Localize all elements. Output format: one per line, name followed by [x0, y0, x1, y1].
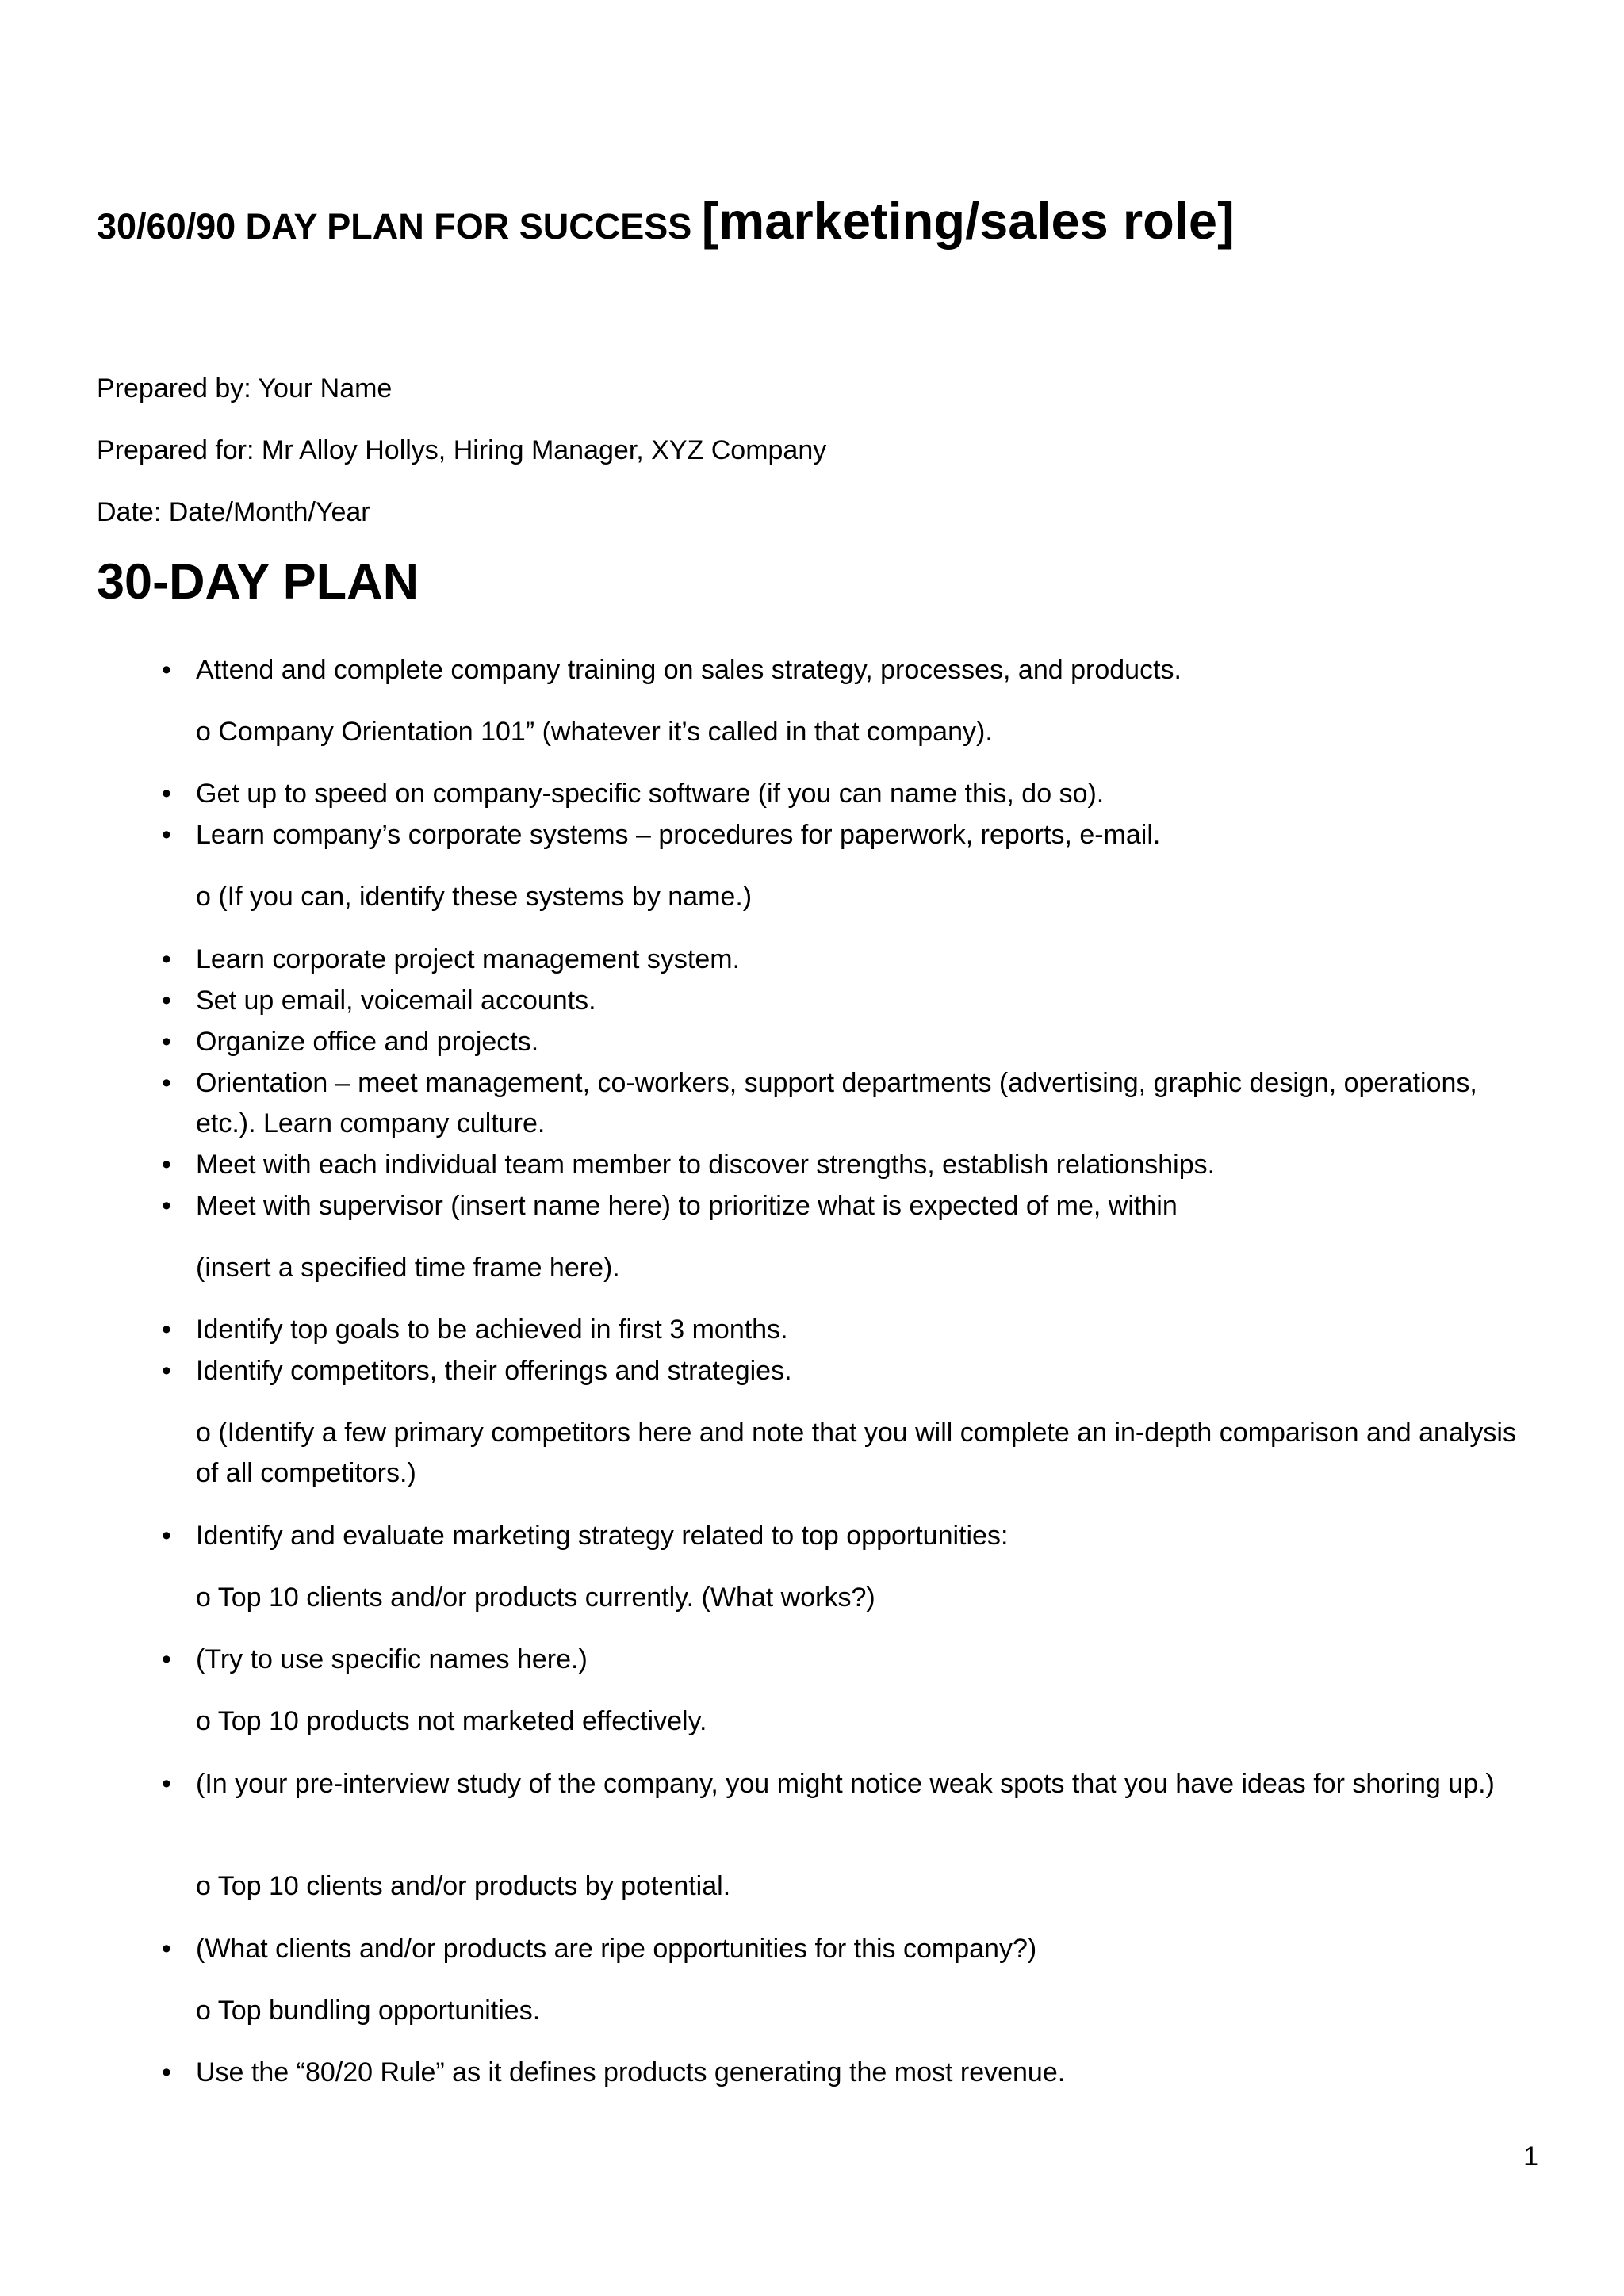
list-item-text: Learn corporate project management system.	[196, 944, 741, 974]
sub-item	[196, 1413, 1544, 1494]
list-item	[162, 1145, 1544, 1185]
list-item	[162, 1310, 1544, 1350]
document-date: Date: Date/Month/Year	[97, 497, 370, 527]
bullet-icon: •	[162, 655, 171, 685]
list-item	[162, 1063, 1544, 1144]
list-item	[162, 774, 1544, 814]
list-item	[162, 1351, 1544, 1391]
list-item	[162, 815, 1544, 855]
bullet-icon: •	[162, 1027, 171, 1057]
list-item	[162, 939, 1544, 980]
sub-item-text: o Top 10 clients and/or products by potential.	[196, 1871, 731, 1901]
list-item-text: Orientation – meet management, co-workers, support departments (advertising, graphic design, operations, etc.). Learn company culture.	[196, 1068, 1477, 1138]
list-item-text: Set up email, voicemail accounts.	[196, 985, 596, 1016]
bullet-icon: •	[162, 1314, 171, 1345]
sub-item-text: o (If you can, identify these systems by name.)	[196, 882, 753, 912]
bullet-icon: •	[162, 820, 171, 850]
sub-item-text: o Top bundling opportunities.	[196, 1996, 541, 2026]
list-item	[162, 1640, 1544, 1680]
list-item-text: Meet with supervisor (insert name here) to prioritize what is expected of me, within	[196, 1191, 1178, 1221]
list-item-text: Organize office and projects.	[196, 1027, 539, 1057]
title-main: 30/60/90 DAY PLAN FOR SUCCESS	[97, 206, 702, 247]
bullet-icon: •	[162, 2057, 171, 2087]
list-item-text: (In your pre-interview study of the company, you might notice weak spots that you have ideas for shoring up.)	[196, 1769, 1495, 1799]
page-number: 1	[1523, 2141, 1538, 2172]
title-role: [marketing/sales role]	[701, 192, 1235, 250]
list-item-text: Use the “80/20 Rule” as it defines products generating the most revenue.	[196, 2057, 1066, 2087]
bullet-icon: •	[162, 1191, 171, 1221]
bullet-icon: •	[162, 944, 171, 974]
bullet-icon: •	[162, 1934, 171, 1964]
sub-item-text: (insert a specified time frame here).	[196, 1253, 620, 1283]
sub-item	[196, 1866, 1544, 1907]
list-item-text: Meet with each individual team member to discover strengths, establish relationships.	[196, 1150, 1216, 1180]
list-item	[162, 1516, 1544, 1556]
sub-item	[196, 1248, 1544, 1288]
bullet-icon: •	[162, 985, 171, 1016]
list-item	[162, 2053, 1544, 2093]
list-item-text: Attend and complete company training on sales strategy, processes, and products.	[196, 655, 1182, 685]
list-item	[162, 1929, 1544, 1969]
sub-item-text: o Top 10 products not marketed effectively.	[196, 1706, 707, 1736]
sub-item	[196, 877, 1544, 917]
bullet-icon: •	[162, 1356, 171, 1386]
list-item-text: (Try to use specific names here.)	[196, 1644, 588, 1674]
list-item	[162, 1764, 1544, 1804]
list-item-text: Learn company’s corporate systems – procedures for paperwork, reports, e-mail.	[196, 820, 1161, 850]
bullet-icon: •	[162, 1150, 171, 1180]
list-item-text: Identify and evaluate marketing strategy related to top opportunities:	[196, 1521, 1009, 1551]
list-item-text: Get up to speed on company-specific software (if you can name this, do so).	[196, 779, 1105, 809]
sub-item	[196, 712, 1544, 752]
bullet-icon: •	[162, 1521, 171, 1551]
sub-item-text: o (Identify a few primary competitors here and note that you will complete an in-depth comparison and analysis of all competitors.)	[196, 1418, 1516, 1488]
prepared-by: Prepared by: Your Name	[97, 373, 393, 404]
list-item-text: Identify competitors, their offerings and strategies.	[196, 1356, 792, 1386]
list-item	[162, 1186, 1544, 1226]
list-item	[162, 1022, 1544, 1062]
list-item-text: Identify top goals to be achieved in first 3 months.	[196, 1314, 788, 1345]
sub-item-text: o Top 10 clients and/or products currently. (What works?)	[196, 1582, 875, 1613]
sub-item-text: o Company Orientation 101” (whatever it’s called in that company).	[196, 717, 993, 747]
bullet-icon: •	[162, 1068, 171, 1098]
list-item	[162, 650, 1544, 691]
sub-item	[196, 1701, 1544, 1742]
sub-item	[196, 1578, 1544, 1618]
bullet-icon: •	[162, 1644, 171, 1674]
document-title	[97, 192, 1235, 250]
list-item-text: (What clients and/or products are ripe opportunities for this company?)	[196, 1934, 1037, 1964]
bullet-icon: •	[162, 779, 171, 809]
section-heading-30-day-plan: 30-DAY PLAN	[97, 554, 419, 610]
list-item	[162, 981, 1544, 1021]
bullet-icon: •	[162, 1769, 171, 1799]
sub-item	[196, 1991, 1544, 2031]
prepared-for: Prepared for: Mr Alloy Hollys, Hiring Manager, XYZ Company	[97, 435, 827, 465]
